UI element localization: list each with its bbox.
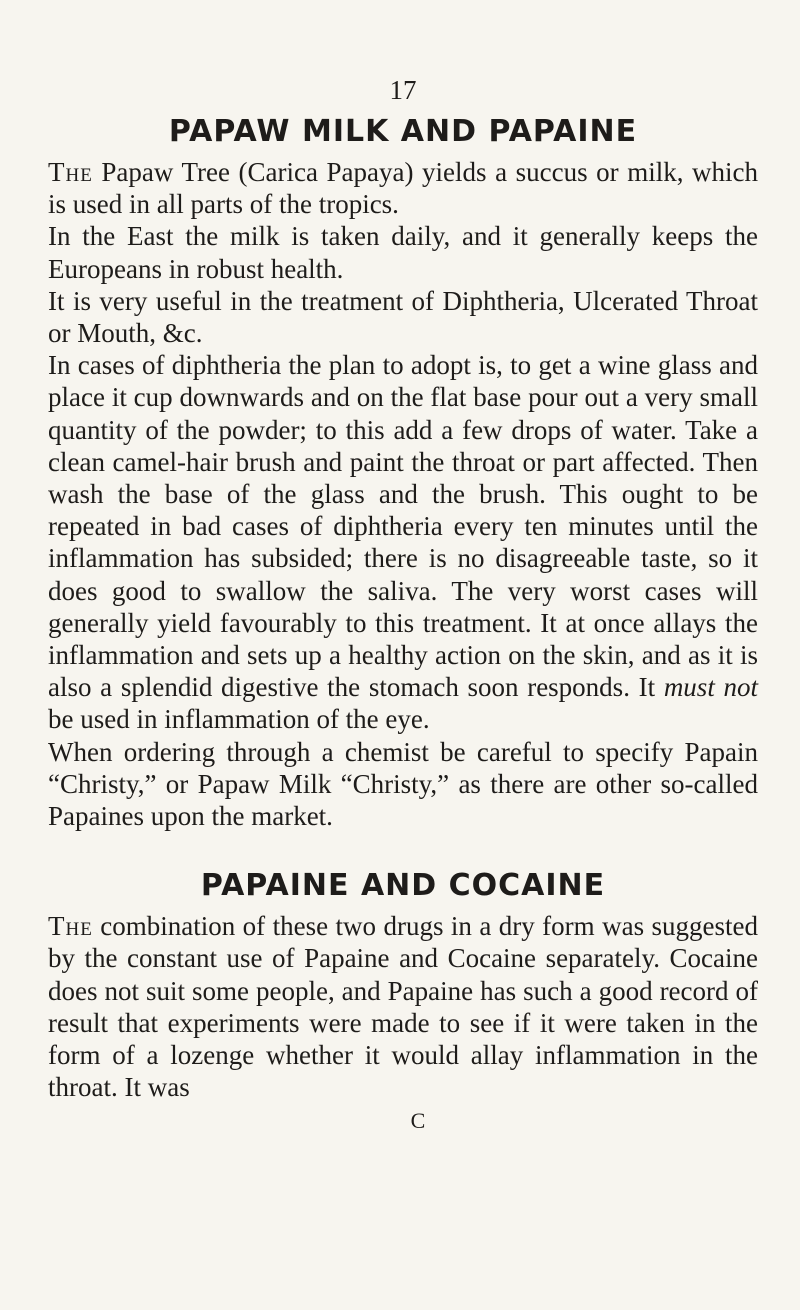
paragraph-combination [48, 910, 758, 1103]
paragraph-papaw-tree [48, 156, 758, 220]
paragraph-text: In cases of diphtheria the plan to adopt is, to get a wine glass and place it cup downwards and on the flat base pour out a very small quantity of the powder; to this add a few drops of water. Take a clean camel-hair brush and paint the throat or part affected. Then wash the base of the glass and the brush. This ought to be repeated in bad cases of diphtheria every ten minutes until the inflammation has subsided; there is no disagreeable taste, so it does good to swallow the saliva. The very worst cases will generally yield favourably to this treatment. It at once allays the inflammation and sets up a healthy action on the skin, and as it is also a splendid digestive the stomach soon responds. It [48, 350, 758, 703]
page-number: 17 [389, 75, 417, 105]
paragraph-east-milk [48, 220, 758, 284]
paragraph-text: It is very useful in the treatment of Diphtheria, Ulcerated Throat or Mouth, &c. [48, 285, 758, 349]
section-heading-papaw-milk: PAPAW MILK AND PAPAINE [168, 114, 638, 149]
paragraph-ordering [48, 736, 758, 833]
paragraph-text: In the East the milk is taken daily, and it generally keeps the Europeans in robust health. [48, 221, 758, 284]
section-heading-papaine-cocaine: PAPAINE AND COCAINE [200, 868, 606, 904]
book-page [48, 74, 758, 1135]
signature-mark: C [410, 1108, 426, 1134]
paragraph-diphtheria-method [48, 349, 758, 735]
paragraph-diphtheria-use [48, 285, 758, 349]
paragraph-text: Papaw Tree (Carica Papaya) yields a succus or milk, which is used in all parts of the tropics. [48, 157, 758, 220]
emphasis-must-not: must not [663, 672, 759, 703]
paragraph-lead-word: The [48, 157, 93, 187]
paragraph-text: combination of these two drugs in a dry form was suggested by the constant use of Papaine and Cocaine separately. Cocaine does not suit some people, and Papaine has such a good record of result that experiments were made to see if it were taken in the form of a lozenge whether it would allay inflammation in the throat. It was [48, 911, 758, 1103]
paragraph-text: be used in inflammation of the eye. [48, 704, 430, 735]
paragraph-text: When ordering through a chemist be careful to specify Papain “Christy,” or Papaw Milk “Christy,” as there are other so-called Papaines upon the market. [48, 736, 758, 832]
paragraph-lead-word: The [48, 911, 93, 942]
